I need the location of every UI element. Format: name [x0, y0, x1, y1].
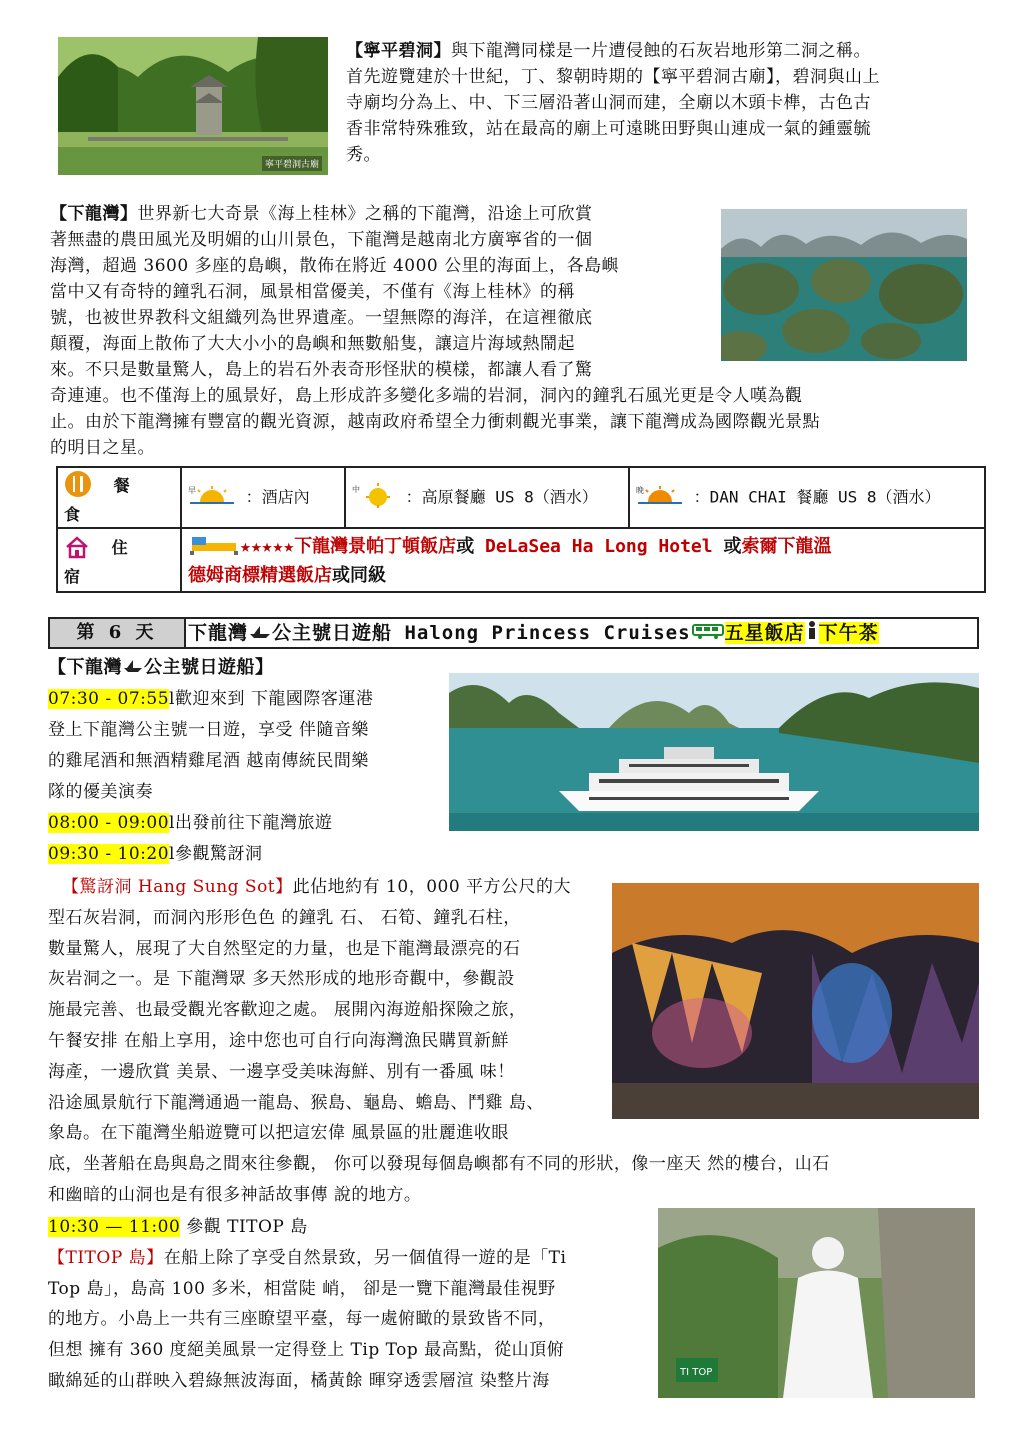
lodging-label: 住 宿 [64, 538, 138, 586]
dinner-text: ：DAN CHAI 餐廳 US 8（酒水） [693, 487, 941, 506]
ninh-binh-line: 香非常特殊雅致，站在最高的廟上可遠眺田野與山連成一氣的鍾靈毓 [346, 119, 871, 139]
day-header-bar [48, 617, 979, 649]
hotel-3b: 德姆商標精選飯店 [188, 565, 332, 586]
halong-line: 的明日之星。 [50, 438, 155, 458]
cruise-heading [48, 655, 274, 681]
time-slot-3: 09:30 - 10:20 [48, 844, 170, 864]
hotel-1: 下龍灣景帕丁頓飯店 [294, 536, 457, 557]
titop-lead: 【TITOP 島】 [48, 1247, 164, 1268]
titop-line: 在船上除了享受自然景致，另一個值得一遊的是「Ti [163, 1247, 567, 1268]
lunch-tag: 中 [352, 484, 360, 494]
meal-lodging-table [56, 466, 986, 593]
titop-sign: TI TOP [680, 1367, 713, 1378]
cave-line: 沿途風景航行下龍灣通過一龍島、猴島、龜島、蟾島、鬥雞 島、 [48, 1092, 544, 1113]
cruise-line: 隊的優美演奏 [48, 782, 153, 802]
sunset-icon [636, 484, 684, 512]
time-slot-2: 08:00 - 09:00 [48, 813, 170, 833]
meal-label-cell [57, 467, 181, 528]
titop-paragraph [48, 1212, 658, 1397]
halong-line: 海灣，超過 3600 多座的島嶼，散佈在將近 4000 公里的海面上，各島嶼 [50, 256, 620, 276]
cruise-heading-b: 公主號日遊船】 [144, 657, 274, 678]
titop-photo [658, 1208, 975, 1398]
cruise-schedule: 07:30 - 07:55l歡迎來到 下龍國際客運港 登上下龍灣公主號一日遊，享受 伴隨音樂 的雞尾酒和無酒精雞尾酒 越南傳統民間樂 隊的優美演奏 08:00 - 09:00l出發前往下龍灣旅遊 09:30 - 10:20l參觀驚訝洞 [48, 684, 448, 870]
cave-line: 象島。在下龍灣坐船遊覽可以把這宏偉 風景區的壯麗進收眼 [48, 1123, 509, 1144]
lunch-text: ：高原餐廳 US 8（酒水） [405, 487, 598, 506]
lodging-tail: 或同級 [332, 565, 386, 586]
time-slot-4: 10:30 — 11:00 [48, 1217, 181, 1237]
lodging-label-cell [57, 528, 181, 592]
halong-line: 來。不只是數量驚人，島上的岩石外表奇形怪狀的模樣，都讓人看了驚 [50, 360, 593, 380]
time-slot-1-text: 歡迎來到 下龍國際客運港 [174, 689, 374, 709]
halong-line: 止。由於下龍灣擁有豐富的觀光資源，越南政府希望全力衝刺觀光事業，讓下龍灣成為國際觀光景點 [50, 412, 820, 432]
house-icon [64, 534, 90, 564]
halong-lead: 【下龍灣】 [50, 204, 138, 224]
day-label: 第 6 天 [50, 619, 186, 647]
halong-line: 著無盡的農田風光及明媚的山川景色，下龍灣是越南北方廣寧省的一個 [50, 230, 593, 250]
lodging-cell [181, 528, 985, 592]
hotel-3a: 索爾下龍溫 [741, 536, 832, 557]
time-slot-1: 07:30 - 07:55 [48, 689, 170, 709]
ninh-binh-line: 與下龍灣同樣是一片遭侵蝕的石灰岩地形第二洞之稱。 [451, 41, 871, 61]
day-title-a: 下龍灣 [188, 622, 249, 644]
cave-line: 和幽暗的山洞也是有很多神話故事傳 說的地方。 [48, 1184, 422, 1205]
cave-lead: 【驚訝洞 Hang Sung Sot】 [62, 877, 293, 897]
time-slot-4-text: 參觀 TITOP 島 [186, 1217, 308, 1237]
halong-paragraph [50, 201, 990, 461]
cave-line: 灰岩洞之一。是 下龍灣眾 多天然形成的地形奇觀中，參觀設 [48, 969, 515, 990]
ninh-binh-line: 秀。 [346, 145, 381, 165]
titop-line: 的地方。小島上一共有三座瞭望平臺，每一處俯瞰的景致皆不同， [48, 1309, 556, 1330]
titop-line: 瞰綿延的山群映入碧綠無波海面，橘黃餘 暉穿透雲層渲 染整片海 [48, 1370, 550, 1391]
cave-line: 海產，一邊欣賞 美景、一邊享受美味海鮮、別有一番風 味！ [48, 1061, 515, 1082]
ninh-binh-line: 首先遊覽建於十世紀，丁、黎朝時期的【寧平碧洞古廟】，碧洞與山上 [346, 67, 880, 87]
cruise-heading-a: 【下龍灣 [48, 657, 122, 678]
ninh-binh-lead: 【寧平碧洞】 [346, 41, 451, 61]
time-slot-2-text: 出發前往下龍灣旅遊 [174, 813, 333, 833]
cave-line: 底，坐著船在島與島之間來往參觀， 你可以發現每個島嶼都有不同的形狀，像一座天 然的樓台，山石 [48, 1154, 830, 1175]
cave-line: 午餐安排 在船上享用，途中您也可自行向海灣漁民購買新鮮 [48, 1030, 509, 1051]
bed-icon [188, 531, 240, 563]
time-slot-3-text: 參觀驚訝洞 [174, 844, 263, 864]
cave-line: 施最完善、也最受觀光客歡迎之處。 展開內海遊船探險之旅， [48, 1000, 527, 1021]
breakfast-cell [181, 467, 345, 528]
day-title-d: 下午茶 [818, 622, 879, 644]
boat-icon [122, 655, 144, 681]
ninh-binh-caption: 寧平碧洞古廟 [262, 156, 322, 171]
lodging-stars: ★★★★★ [240, 536, 295, 557]
lunch-cell [345, 467, 629, 528]
cave-line: 此佔地約有 10，000 平方公尺的大 [292, 877, 572, 897]
halong-line: 當中又有奇特的鐘乳石洞，風景相當優美，不僅有《海上桂林》的稱 [50, 282, 575, 302]
cruise-line: 的雞尾酒和無酒精雞尾酒 越南傳統民間樂 [48, 751, 369, 771]
cave-line: 型石灰岩洞，而洞內形形色色 的鐘乳 石、 石筍、鐘乳石柱， [48, 907, 521, 928]
titop-line: Top 島」，島高 100 多米，相當陡 峭， 卻是一覽下龍灣最佳視野 [48, 1278, 556, 1299]
meal-label: 餐 食 [64, 475, 140, 524]
breakfast-tag: 早 [188, 485, 196, 495]
dinner-tag: 晚 [636, 485, 644, 495]
sunrise-icon [188, 484, 236, 512]
day-title-b: 公主號日遊船 Halong Princess Cruises [272, 622, 691, 644]
day-title [188, 619, 879, 647]
person-icon [805, 620, 819, 648]
cave-line: 數量驚人，展現了大自然堅定的力量，也是下龍灣最漂亮的石 [48, 938, 521, 959]
halong-line: 號，也被世界教科文組織列為世界遺產。一望無際的海洋，在這裡徹底 [50, 308, 593, 328]
ninh-binh-photo [58, 37, 328, 175]
dinner-cell [629, 467, 985, 528]
cruise-ship-photo [449, 673, 979, 831]
halong-line: 顛覆，海面上散佈了大大小小的島嶼和無數船隻，讓這片海域熱鬧起 [50, 334, 575, 354]
meal-icon [64, 470, 92, 502]
or-text: 或 [723, 536, 742, 557]
hotel-2: DeLaSea Ha Long Hotel [485, 536, 713, 557]
day-title-c: 五星飯店 [724, 622, 805, 644]
boat-icon [248, 620, 272, 648]
cave-paragraph [48, 872, 988, 1211]
ninh-binh-paragraph [346, 38, 986, 168]
ninh-binh-line: 寺廟均分為上、中、下三層沿著山洞而建，全廟以木頭卡榫，古色古 [346, 93, 871, 113]
bus-icon [691, 620, 725, 648]
halong-line: 世界新七大奇景《海上桂林》之稱的下龍灣，沿途上可欣賞 [137, 204, 593, 224]
sun-icon [352, 483, 396, 513]
or-text: 或 [456, 536, 475, 557]
cruise-line: 登上下龍灣公主號一日遊，享受 伴隨音樂 [48, 720, 369, 740]
titop-line: 但想 擁有 360 度絕美風景一定得登上 Tip Top 最高點，從山頂俯 [48, 1340, 565, 1361]
breakfast-text: ：酒店內 [245, 487, 310, 506]
halong-line: 奇連連。也不僅海上的風景好，島上形成許多變化多端的岩洞，洞內的鐘乳石風光更是令人嘆為觀 [50, 386, 803, 406]
